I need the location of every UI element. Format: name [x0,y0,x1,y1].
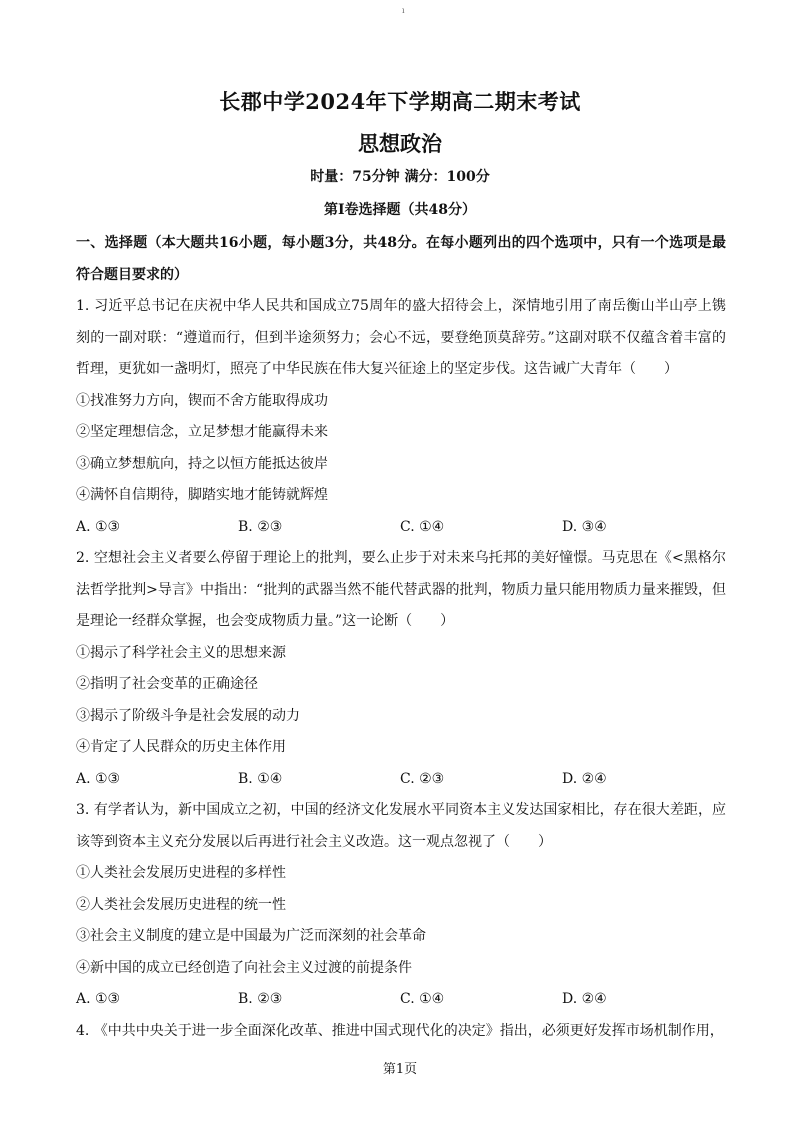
question-2 [76,543,726,795]
question-stem: 3. 有学者认为，新中国成立之初，中国的经济文化发展水平同资本主义发达国家相比，存在很大差距，应该等到资本主义充分发展以后再进行社会主义改造。这一观点忽视了（ ） [76,802,726,850]
section-title: 第Ⅰ卷选择题（共48分） [323,202,477,218]
question-4 [76,1016,726,1048]
page-top-mark: ı [402,6,405,15]
statement-option: ②指明了社会变革的正确途径 [76,676,258,692]
answer-choice-b: B. ①④ [238,770,283,787]
answer-choice-d: D. ③④ [562,518,607,535]
answer-choice-c: C. ②③ [400,770,445,787]
statement-option: ④肯定了人民群众的历史主体作用 [76,739,286,755]
question-1 [76,291,726,543]
answer-choice-a: A. ①③ [76,991,121,1007]
answer-choice-c: C. ①④ [400,991,445,1007]
question-stem: 2. 空想社会主义者要么停留于理论上的批判，要么止步于对未来乌托邦的美好憧憬。马克思在《<黑格尔法哲学批判>导言》中指出：“批判的武器当然不能代替武器的批判，物质力量只能用物质力量来摧毁，但是理论一经群众掌握，也会变成物质力量。”这一论断（ ） [76,550,726,629]
statement-option: ④新中国的成立已经创造了向社会主义过渡的前提条件 [76,959,412,976]
exam-title: 长郡中学2024年下学期高二期末考试 [219,89,581,114]
answer-choices [76,764,726,796]
answer-choice-a: A. ①③ [76,518,121,535]
answer-choice-b: B. ②③ [238,991,283,1007]
statement-option: ④满怀自信期待，脚踏实地才能铸就辉煌 [76,487,328,503]
statement-option: ①揭示了科学社会主义的思想来源 [76,644,286,661]
answer-choice-a: A. ①③ [76,770,121,787]
question-3 [76,795,726,1016]
instructions: 一、选择题（本大题共16小题，每小题3分，共48分。在每小题列出的四个选项中，只有一个选项是最符合题目要求的） [76,235,726,283]
answer-choices [76,984,726,1016]
answer-choices [76,512,726,544]
answer-choice-b: B. ②③ [238,518,283,535]
statement-option: ③揭示了阶级斗争是社会发展的动力 [76,707,300,724]
answer-choice-d: D. ②④ [562,770,607,787]
answer-choice-d: D. ②④ [562,991,607,1007]
statement-option: ③社会主义制度的建立是中国最为广泛而深刻的社会革命 [76,928,426,944]
statement-option: ③确立梦想航向，持之以恒方能抵达彼岸 [76,455,328,472]
subject-title: 思想政治 [358,131,442,156]
statement-option: ①找准努力方向，锲而不舍方能取得成功 [76,392,328,409]
answer-choice-c: C. ①④ [400,518,445,535]
statement-option: ②人类社会发展历史进程的统一性 [76,896,286,913]
question-stem: 1. 习近平总书记在庆祝中华人民共和国成立75周年的盛大招待会上，深情地引用了南岳衡山半山亭上镌刻的一副对联：“遵道而行，但到半途须努力；会心不远，要登绝顶莫辞劳。”这副对联不仅蕴含着丰富的哲理，更犹如一盏明灯，照亮了中华民族在伟大复兴征途上的坚定步伐。这告诫广大青年（ ） [76,298,726,377]
question-stem: 4. 《中共中央关于进一步全面深化改革、推进中国式现代化的决定》指出，必须更好发挥市场机制作用， [76,1022,724,1039]
statement-option: ①人类社会发展历史进程的多样性 [76,865,286,881]
page-number: 第1页 [382,1062,418,1077]
exam-meta: 时量：75分钟 满分：100分 [310,169,490,185]
question-list [76,228,726,1047]
statement-option: ②坚定理想信念，立足梦想才能赢得未来 [76,424,328,440]
